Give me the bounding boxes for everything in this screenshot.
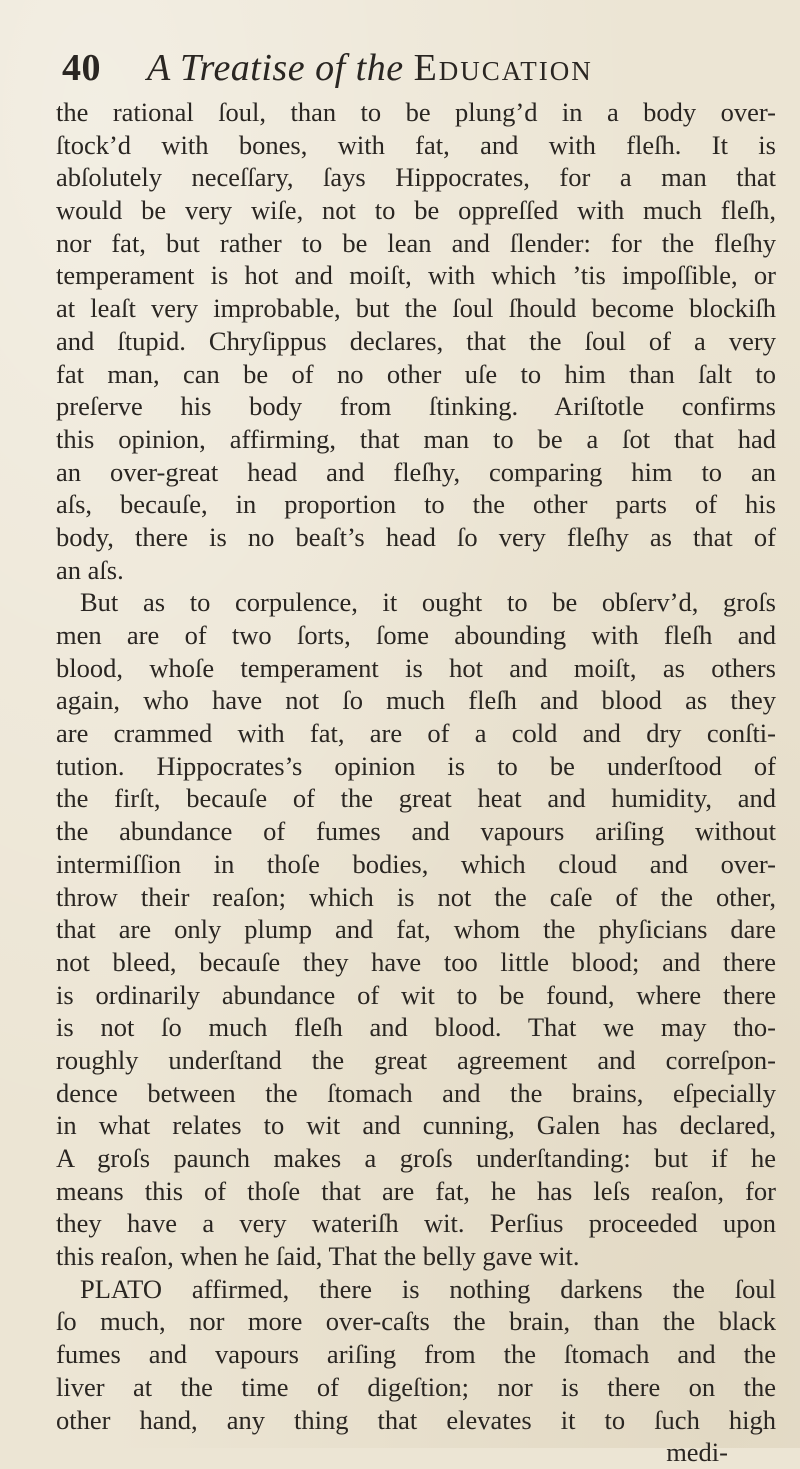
running-title: A Treatise of the <box>147 47 404 89</box>
text-line: intermiſſion in thoſe bodies, which cloud and over- <box>56 848 776 879</box>
text-line: But as to corpulence, it ought to be obſerv’d, groſs <box>80 587 776 618</box>
text-line: A groſs paunch makes a groſs underſtanding: but if he <box>56 1143 776 1173</box>
text-line: not bleed, becauſe they have too little blood; and there <box>56 946 776 977</box>
text-line: body, there is no beaſt’s head ſo very fleſhy as that of <box>56 521 776 552</box>
text-line: liver at the time of digeſtion; nor is there on the <box>56 1371 776 1402</box>
catchword: medi- <box>666 1437 728 1468</box>
text-line: that are only plump and fat, whom the phyſicians dare <box>56 914 776 945</box>
text-line: an over-great head and fleſhy, comparing him to an <box>56 456 776 487</box>
page-number: 40 <box>62 47 101 89</box>
text-line: PLATO affirmed, there is nothing darkens the ſoul <box>80 1273 776 1304</box>
text-line: and ſtupid. Chryſippus declares, that the ſoul of a very <box>56 325 776 356</box>
text-line: fat man, can be of no other uſe to him than ſalt to <box>56 358 776 389</box>
text-line: this reaſon, when he ſaid, That the belly gave wit. <box>56 1241 580 1272</box>
body-text <box>56 96 776 1469</box>
text-line: temperament is hot and moiſt, with which ’tis impoſſible, or <box>56 260 776 291</box>
text-line: other hand, any thing that elevates it to ſuch high <box>56 1404 776 1435</box>
text-line: again, who have not ſo much fleſh and blood as they <box>56 685 776 716</box>
text-line: are crammed with fat, are of a cold and dry conſti- <box>56 718 776 749</box>
text-line: is not ſo much fleſh and blood. That we may tho- <box>56 1012 776 1043</box>
text-line: in what relates to wit and cunning, Galen has declared, <box>56 1110 776 1141</box>
text-line: men are of two ſorts, ſome abounding with fleſh and <box>56 620 776 650</box>
running-title-caps: Education <box>413 47 593 89</box>
text-line: at leaſt very improbable, but the ſoul ſhould become blockiſh <box>56 293 776 324</box>
text-line: dence between the ſtomach and the brains, eſpecially <box>56 1077 776 1108</box>
text-line: nor fat, but rather to be lean and ſlender: for the fleſhy <box>56 227 776 258</box>
text-line: would be very wiſe, not to be oppreſſed with much fleſh, <box>56 195 776 226</box>
text-line: fumes and vapours ariſing from the ſtomach and the <box>56 1339 776 1370</box>
text-line: this opinion, affirming, that man to be a ſot that had <box>56 423 776 454</box>
text-line: tution. Hippocrates’s opinion is to be underſtood of <box>56 750 776 781</box>
text-line: they have a very wateriſh wit. Perſius proceeded upon <box>56 1208 776 1239</box>
text-line: means this of thoſe that are fat, he has leſs reaſon, for <box>56 1175 776 1206</box>
text-line: the firſt, becauſe of the great heat and humidity, and <box>56 783 776 814</box>
text-line: throw their reaſon; which is not the caſe of the other, <box>56 881 776 912</box>
text-line: is ordinarily abundance of wit to be found, where there <box>56 979 776 1010</box>
text-line: ſo much, nor more over-caſts the brain, than the black <box>56 1306 776 1337</box>
text-line: aſs, becauſe, in proportion to the other parts of his <box>56 489 776 520</box>
text-line: preſerve his body from ſtinking. Ariſtotle confirms <box>56 391 776 422</box>
running-header <box>62 40 740 96</box>
text-line: the abundance of fumes and vapours ariſing without <box>56 816 776 847</box>
text-line: abſolutely neceſſary, ſays Hippocrates, for a man that <box>56 162 776 193</box>
text-line: roughly underſtand the great agreement and correſpon- <box>56 1044 776 1075</box>
text-line: the rational ſoul, than to be plung’d in a body over- <box>56 97 776 127</box>
text-line: ſtock’d with bones, with fat, and with fleſh. It is <box>56 129 776 160</box>
text-line: blood, whoſe temperament is hot and moiſt, as others <box>56 652 776 683</box>
text-line: an aſs. <box>56 554 124 585</box>
